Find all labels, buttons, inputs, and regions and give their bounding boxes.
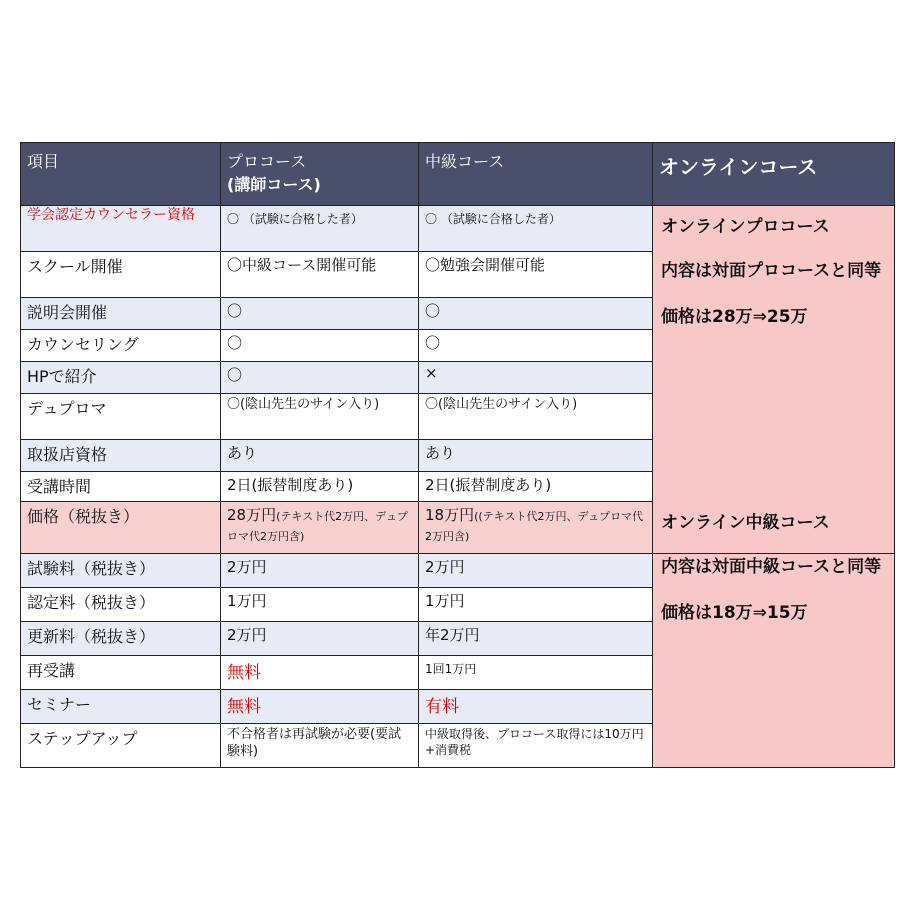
online-mid-price: 価格は18万⇒15万 xyxy=(661,603,808,623)
online-pro-price: 価格は28万⇒25万 xyxy=(661,307,808,327)
pro-cell: 〇 xyxy=(221,330,419,362)
row-label: 認定料（税抜き） xyxy=(21,588,221,622)
row-label: 取扱店資格 xyxy=(21,440,221,472)
online-pro-block xyxy=(653,206,895,554)
header-row xyxy=(21,143,895,206)
row-label: デュプロマ xyxy=(21,394,221,440)
pro-cell: 1万円 xyxy=(221,588,419,622)
table-row xyxy=(21,554,895,588)
pro-price-sub: (テキスト代2万円、デュプロマ代2万円含) xyxy=(227,510,408,543)
pro-cell: 〇(陰山先生のサイン入り) xyxy=(221,394,419,440)
row-label: スクール開催 xyxy=(21,252,221,298)
mid-price-sub: ((テキスト代2万円、デュプロマ代2万円含) xyxy=(425,510,644,543)
row-label: 受講時間 xyxy=(21,472,221,502)
pro-cell: 〇 xyxy=(221,298,419,330)
online-pro-title: オンラインプロコース xyxy=(661,217,830,237)
online-pro-desc: 内容は対面プロコースと同等 xyxy=(661,261,882,281)
row-label: 価格（税抜き） xyxy=(21,502,221,554)
mid-cell: 2万円 xyxy=(419,554,653,588)
mid-cell: 〇(陰山先生のサイン入り) xyxy=(419,394,653,440)
row-label: ステップアップ xyxy=(21,724,221,768)
row-label: 学会認定カウンセラー資格 xyxy=(21,206,221,252)
online-mid-block xyxy=(653,513,895,768)
header-pro-line1: プロコース xyxy=(227,152,307,171)
online-mid-desc: 内容は対面中級コースと同等 xyxy=(661,557,882,577)
header-mid-course: 中級コース xyxy=(419,143,653,206)
row-label: HPで紹介 xyxy=(21,362,221,394)
pro-cell: 無料 xyxy=(221,690,419,724)
row-label: 更新料（税抜き） xyxy=(21,622,221,656)
header-pro-course xyxy=(221,143,419,206)
mid-price-cell xyxy=(419,502,653,554)
row-label: 再受講 xyxy=(21,656,221,690)
pro-price-cell xyxy=(221,502,419,554)
pro-cell: 〇 （試験に合格した者） xyxy=(221,206,419,252)
mid-cell: 〇 xyxy=(419,330,653,362)
pro-cell: 2万円 xyxy=(221,622,419,656)
mid-cell: 〇 xyxy=(419,298,653,330)
mid-cell: × xyxy=(419,362,653,394)
mid-cell: 中級取得後、プロコース取得には10万円+消費税 xyxy=(419,724,653,768)
header-pro-line2: (講師コース) xyxy=(227,175,321,194)
pro-cell: 〇 xyxy=(221,362,419,394)
mid-cell: 有料 xyxy=(419,690,653,724)
mid-price-main: 18万円 xyxy=(425,506,475,524)
mid-cell: 1回1万円 xyxy=(419,656,653,690)
pro-cell: 無料 xyxy=(221,656,419,690)
header-online-course: オンラインコース xyxy=(653,143,895,206)
pro-price-main: 28万円 xyxy=(227,506,277,524)
pro-cell: 〇中級コース開催可能 xyxy=(221,252,419,298)
row-label: 試験料（税抜き） xyxy=(21,554,221,588)
pro-cell: あり xyxy=(221,440,419,472)
mid-cell: 年2万円 xyxy=(419,622,653,656)
header-item: 項目 xyxy=(21,143,221,206)
mid-cell: 〇勉強会開催可能 xyxy=(419,252,653,298)
row-label: 説明会開催 xyxy=(21,298,221,330)
pro-cell: 2万円 xyxy=(221,554,419,588)
row-label: セミナー xyxy=(21,690,221,724)
mid-cell: 〇 （試験に合格した者） xyxy=(419,206,653,252)
mid-cell: 2日(振替制度あり) xyxy=(419,472,653,502)
mid-cell: あり xyxy=(419,440,653,472)
pro-cell: 2日(振替制度あり) xyxy=(221,472,419,502)
table-row xyxy=(21,206,895,252)
pro-cell: 不合格者は再試験が必要(要試験料) xyxy=(221,724,419,768)
row-label: カウンセリング xyxy=(21,330,221,362)
course-comparison-table xyxy=(20,142,895,768)
online-mid-title: オンライン中級コース xyxy=(661,513,830,533)
mid-cell: 1万円 xyxy=(419,588,653,622)
